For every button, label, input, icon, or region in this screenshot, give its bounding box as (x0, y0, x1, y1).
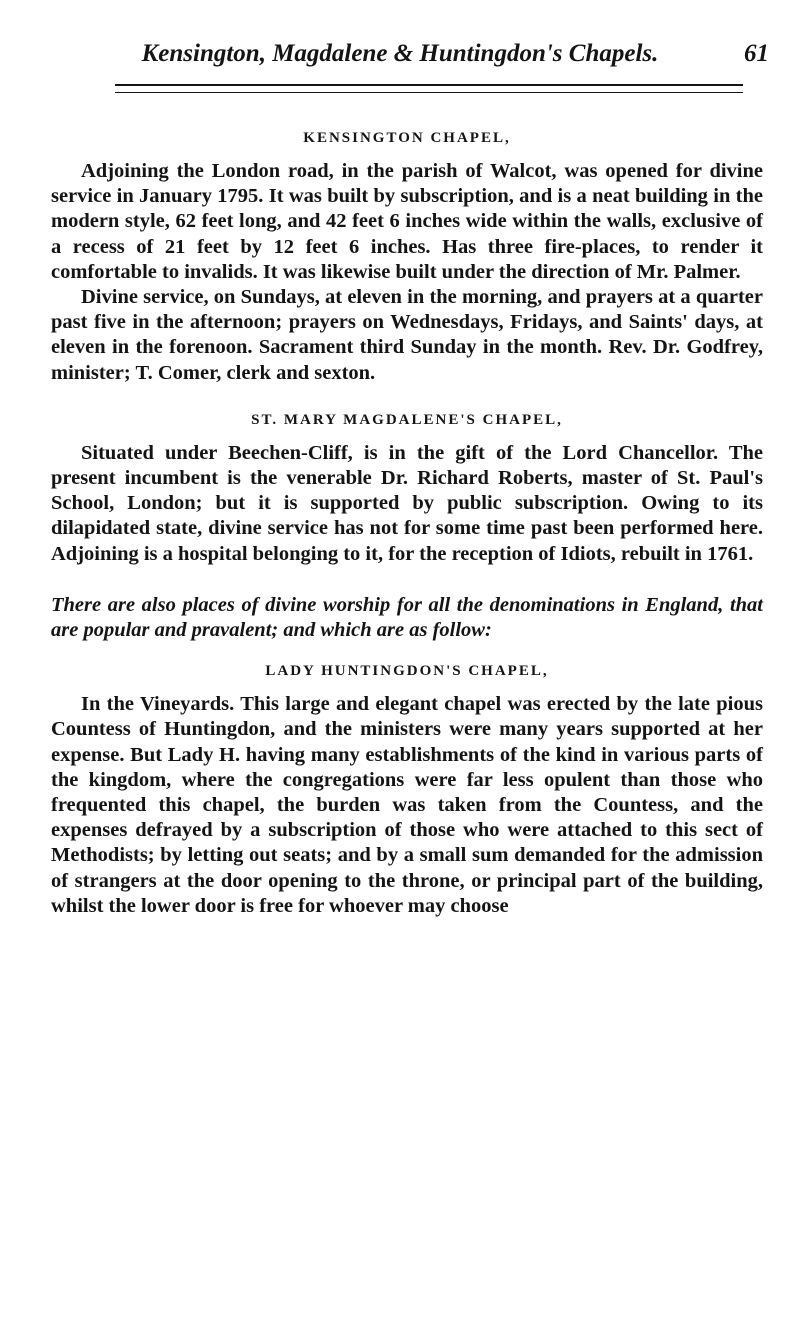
header-rule (115, 84, 743, 93)
section-heading-huntingdon: LADY HUNTINGDON'S CHAPEL, (265, 663, 549, 680)
running-head: Kensington, Magdalene & Huntingdon's Chapels. (141, 40, 659, 67)
paragraph: Adjoining the London road, in the parish of Walcot, was opened for divine service in January 1795. It was built by subscription, and is a neat building in the modern style, 62 feet long, and 42 feet 6 inches wide within the walls, exclusive of a recess of 21 feet by 12 feet 6 inches. Has three fire-places, to render it comfortable to invalids. It was likewise built under the direction of Mr. Palmer. (51, 160, 763, 283)
section-heading-magdalene: ST. MARY MAGDALENE'S CHAPEL, (251, 411, 563, 428)
italic-note: There are also places of divine worship for all the denominations in England, that are popular and pravalent; and which are as follow: (51, 593, 763, 642)
paragraph: Situated under Beechen-Cliff, is in the gift of the Lord Chancellor. The present incumbent is the venerable Dr. Richard Roberts, master of St. Paul's School, London; but it is supported by public subscription. Owing to its dilapidated state, divine service has not for some time past been performed here. Adjoining is a hospital belonging to it, for the reception of Idiots, rebuilt in 1761. (51, 441, 763, 565)
paragraph: In the Vineyards. This large and elegant chapel was erected by the late pious Countess of Huntingdon, and the ministers were many years supported at her expense. But Lady H. having many establishments of the kind in various parts of the kingdom, where the congregations were far less opulent than those who frequented this chapel, the burden was taken from the Countess, and the expenses defrayed by a subscription of those who were attached to this sect of Methodists; by letting out seats; and by a small sum demanded for the admission of strangers at the door opening to the throne, or principal part of the building, whilst the lower door is free for whoever may choose (51, 693, 763, 917)
paragraph: Divine service, on Sundays, at eleven in the morning, and prayers at a quarter past five in the afternoon; prayers on Wednesdays, Fridays, and Saints' days, at eleven in the forenoon. Sacrament third Sunday in the month. Rev. Dr. Godfrey, minister; T. Comer, clerk and sexton. (51, 286, 763, 384)
page-number: 61 (744, 40, 769, 67)
section-heading-kensington: KENSINGTON CHAPEL, (303, 130, 511, 146)
body-text (51, 130, 763, 919)
